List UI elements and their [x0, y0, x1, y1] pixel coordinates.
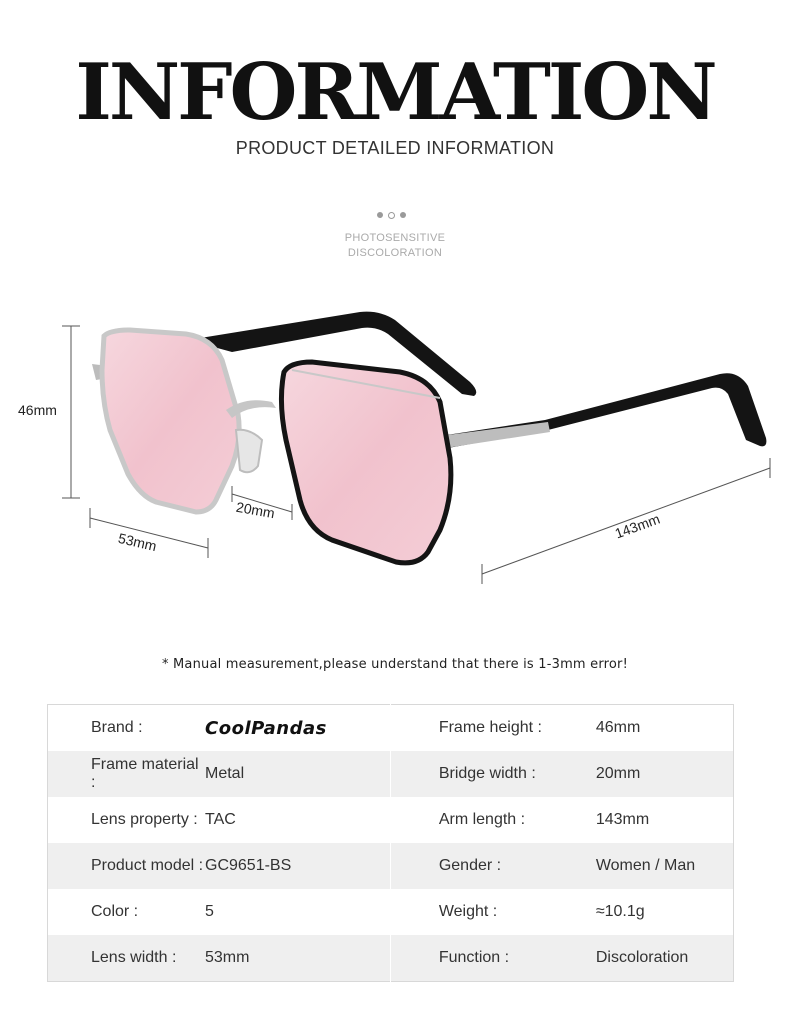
- measurement-note: * Manual measurement,please understand that there is 1-3mm error!: [161, 657, 629, 672]
- spec-value: TAC: [205, 811, 236, 828]
- page-title: INFORMATION: [75, 47, 715, 138]
- spec-cell-right: [390, 751, 733, 797]
- table-row: [48, 889, 734, 935]
- spec-cell-right: [390, 797, 733, 843]
- spec-value: 20mm: [595, 765, 641, 782]
- spec-value: Discoloration: [595, 949, 689, 966]
- spec-cell-left: [48, 751, 391, 797]
- feature-line-2: DISCOLORATION: [347, 247, 443, 259]
- table-row: [48, 935, 734, 982]
- left-lens: [102, 330, 239, 512]
- spec-value: GC9651-BS: [205, 857, 292, 874]
- temple-hinge: [440, 422, 550, 448]
- table-row: [48, 797, 734, 843]
- spec-cell-right: [390, 843, 733, 889]
- spec-value: 5: [205, 903, 214, 920]
- dot-icon: [377, 212, 383, 218]
- arm-length-label: 143mm: [612, 510, 663, 542]
- spec-value: 53mm: [205, 949, 250, 966]
- sunglasses-illustration: [0, 290, 790, 600]
- spec-label: Frame height :: [438, 719, 542, 736]
- spec-label: Bridge width :: [438, 765, 536, 782]
- nose-pad: [236, 430, 262, 473]
- spec-label: Product model :: [91, 857, 204, 874]
- table-row: [48, 705, 734, 752]
- spec-value: ≈10.1g: [595, 903, 645, 920]
- spec-cell-left: [48, 935, 391, 982]
- spec-label: Lens property :: [91, 811, 198, 828]
- spec-label: Frame material :: [91, 756, 199, 791]
- spec-cell-right: [390, 705, 733, 752]
- spec-cell-left: [48, 843, 391, 889]
- dots-ornament: [377, 212, 406, 219]
- spec-cell-left: [48, 705, 391, 752]
- table-row: [48, 843, 734, 889]
- spec-value: Women / Man: [595, 857, 696, 874]
- spec-cell-right: [390, 935, 733, 982]
- dot-icon: [400, 212, 406, 218]
- spec-label: Arm length :: [438, 811, 526, 828]
- spec-label: Function :: [438, 949, 510, 966]
- spec-value: 143mm: [595, 811, 650, 828]
- page-subtitle: PRODUCT DETAILED INFORMATION: [235, 138, 555, 158]
- spec-cell-left: [48, 889, 391, 935]
- spec-label: Color :: [91, 903, 139, 920]
- feature-caption: [0, 231, 790, 261]
- spec-label: Weight :: [438, 903, 498, 920]
- spec-label: Lens width :: [91, 949, 177, 966]
- dot-hollow-icon: [388, 212, 395, 219]
- feature-line-1: PHOTOSENSITIVE: [344, 232, 446, 244]
- right-lens: [281, 362, 450, 563]
- spec-label: Gender :: [438, 857, 502, 874]
- spec-value: 46mm: [595, 719, 641, 736]
- brand-logo: CoolPandas: [205, 717, 327, 739]
- lens-width-label: 53mm: [116, 529, 159, 555]
- table-row: [48, 751, 734, 797]
- spec-table: [47, 704, 734, 982]
- spec-label: Brand :: [91, 719, 143, 736]
- spec-cell-left: [48, 797, 391, 843]
- bridge-width-label: 20mm: [234, 498, 276, 522]
- spec-value: Metal: [205, 765, 245, 782]
- spec-cell-right: [390, 889, 733, 935]
- frame-height-label: 46mm: [18, 402, 57, 418]
